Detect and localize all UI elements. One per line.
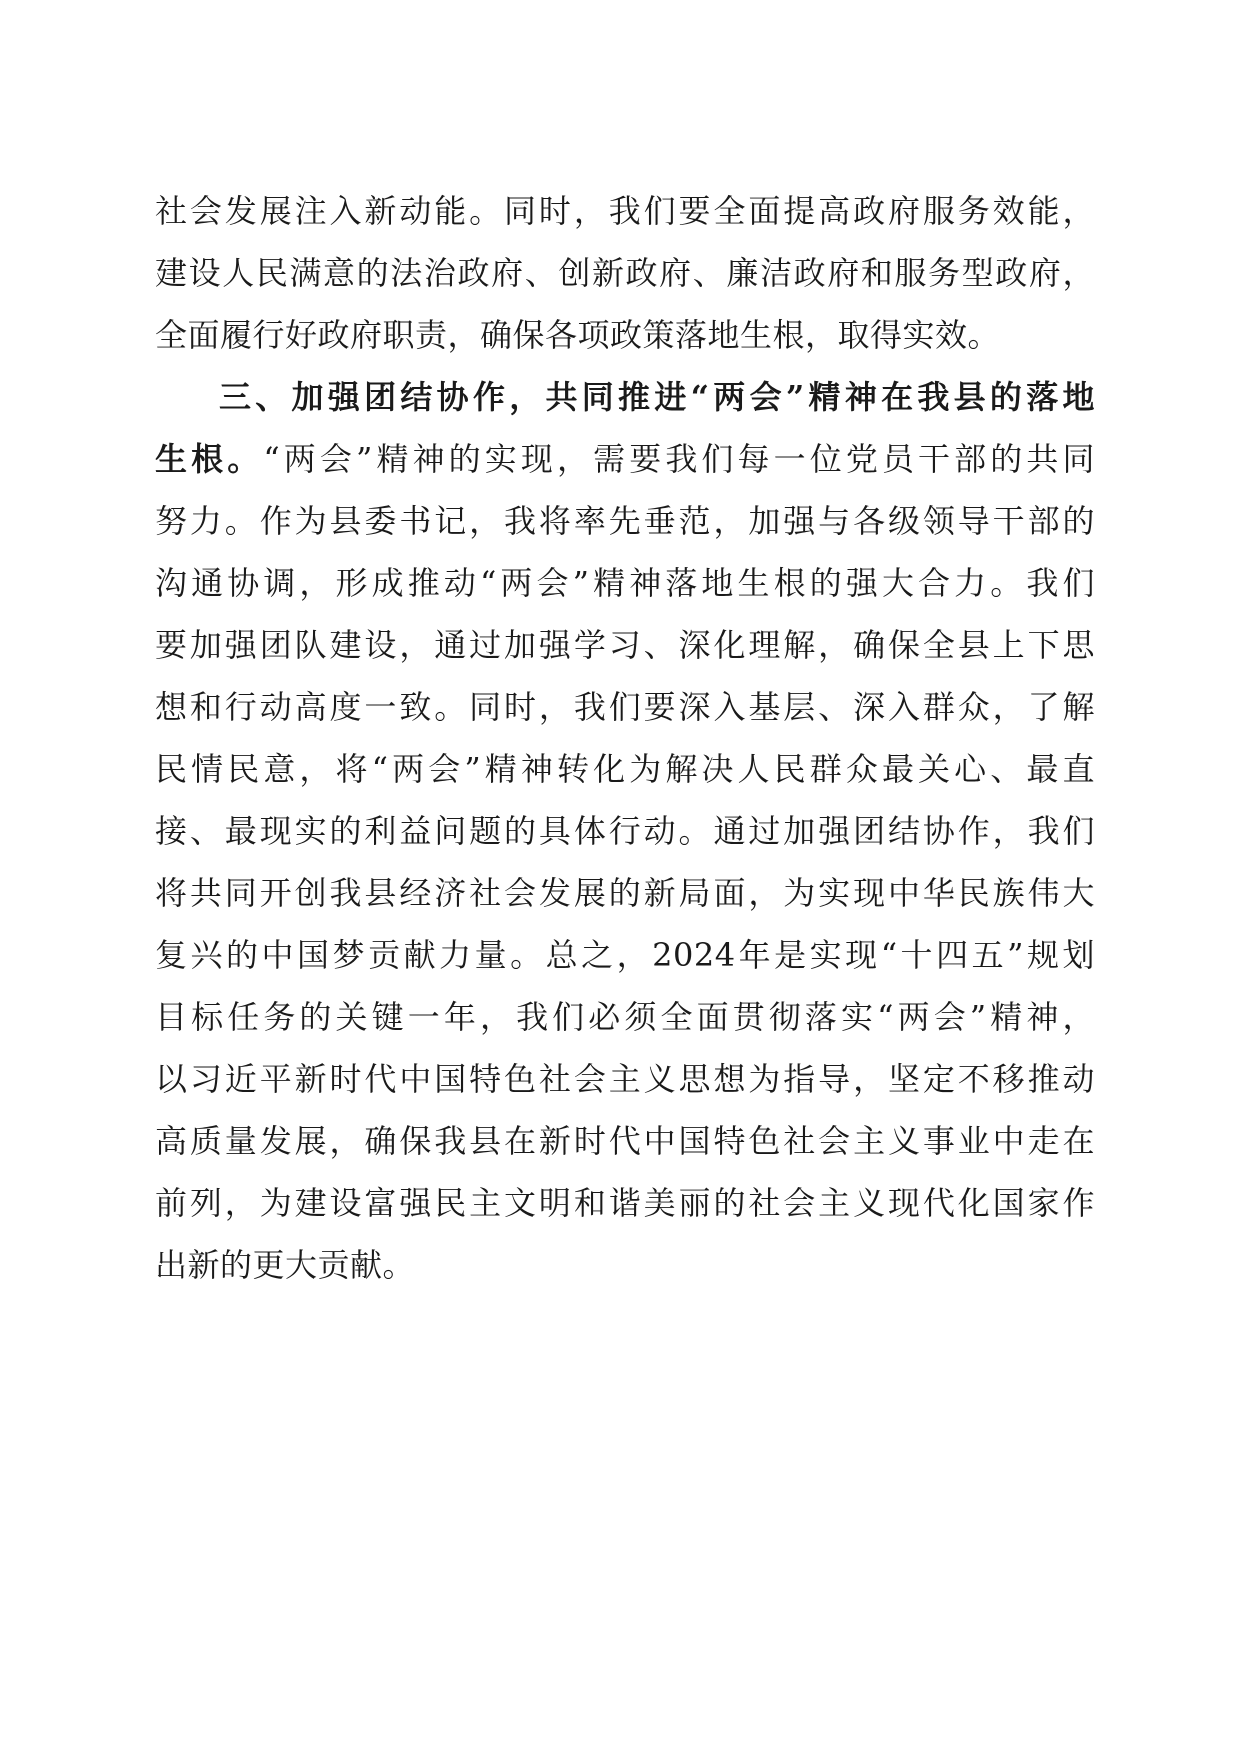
paragraph-line: 目标任务的关键一年，我们必须全面贯彻落实“两会”精神， [155,998,1095,1036]
section-heading: 三、加强团结协作，共同推进“两会”精神在我县的落地 [219,378,1095,416]
paragraph-line: 沟通协调，形成推动“两会”精神落地生根的强大合力。我们 [155,564,1095,602]
paragraph-text: “两会”精神的实现，需要我们每一位党员干部的共同 [263,440,1095,478]
paragraph-line: 建设人民满意的法治政府、创新政府、廉洁政府和服务型政府， [155,254,1095,292]
paragraph-line: 全面履行好政府职责，确保各项政策落地生根，取得实效。 [155,316,1001,354]
section-heading-continuation [155,428,1095,490]
paragraph-line: 要加强团队建设，通过加强学习、深化理解，确保全县上下思 [155,626,1095,664]
paragraph-line: 高质量发展，确保我县在新时代中国特色社会主义事业中走在 [155,1122,1095,1160]
section-heading-end: 生根。 [155,440,264,478]
body-text [155,180,1095,1296]
paragraph-line: 民情民意，将“两会”精神转化为解决人民群众最关心、最直 [155,750,1095,788]
paragraph-line: 前列，为建设富强民主文明和谐美丽的社会主义现代化国家作 [155,1184,1095,1222]
paragraph-line: 接、最现实的利益问题的具体行动。通过加强团结协作，我们 [155,812,1095,850]
paragraph-line: 社会发展注入新动能。同时，我们要全面提高政府服务效能， [155,192,1095,230]
paragraph-line: 想和行动高度一致。同时，我们要深入基层、深入群众，了解 [155,688,1095,726]
paragraph-line: 将共同开创我县经济社会发展的新局面，为实现中华民族伟大 [155,874,1095,912]
paragraph-line: 复兴的中国梦贡献力量。总之，2024年是实现“十四五”规划 [155,936,1095,974]
paragraph-line: 努力。作为县委书记，我将率先垂范，加强与各级领导干部的 [155,502,1095,540]
paragraph-line: 以习近平新时代中国特色社会主义思想为指导，坚定不移推动 [155,1060,1095,1098]
paragraph-line-last: 出新的更大贡献。 [155,1246,416,1284]
